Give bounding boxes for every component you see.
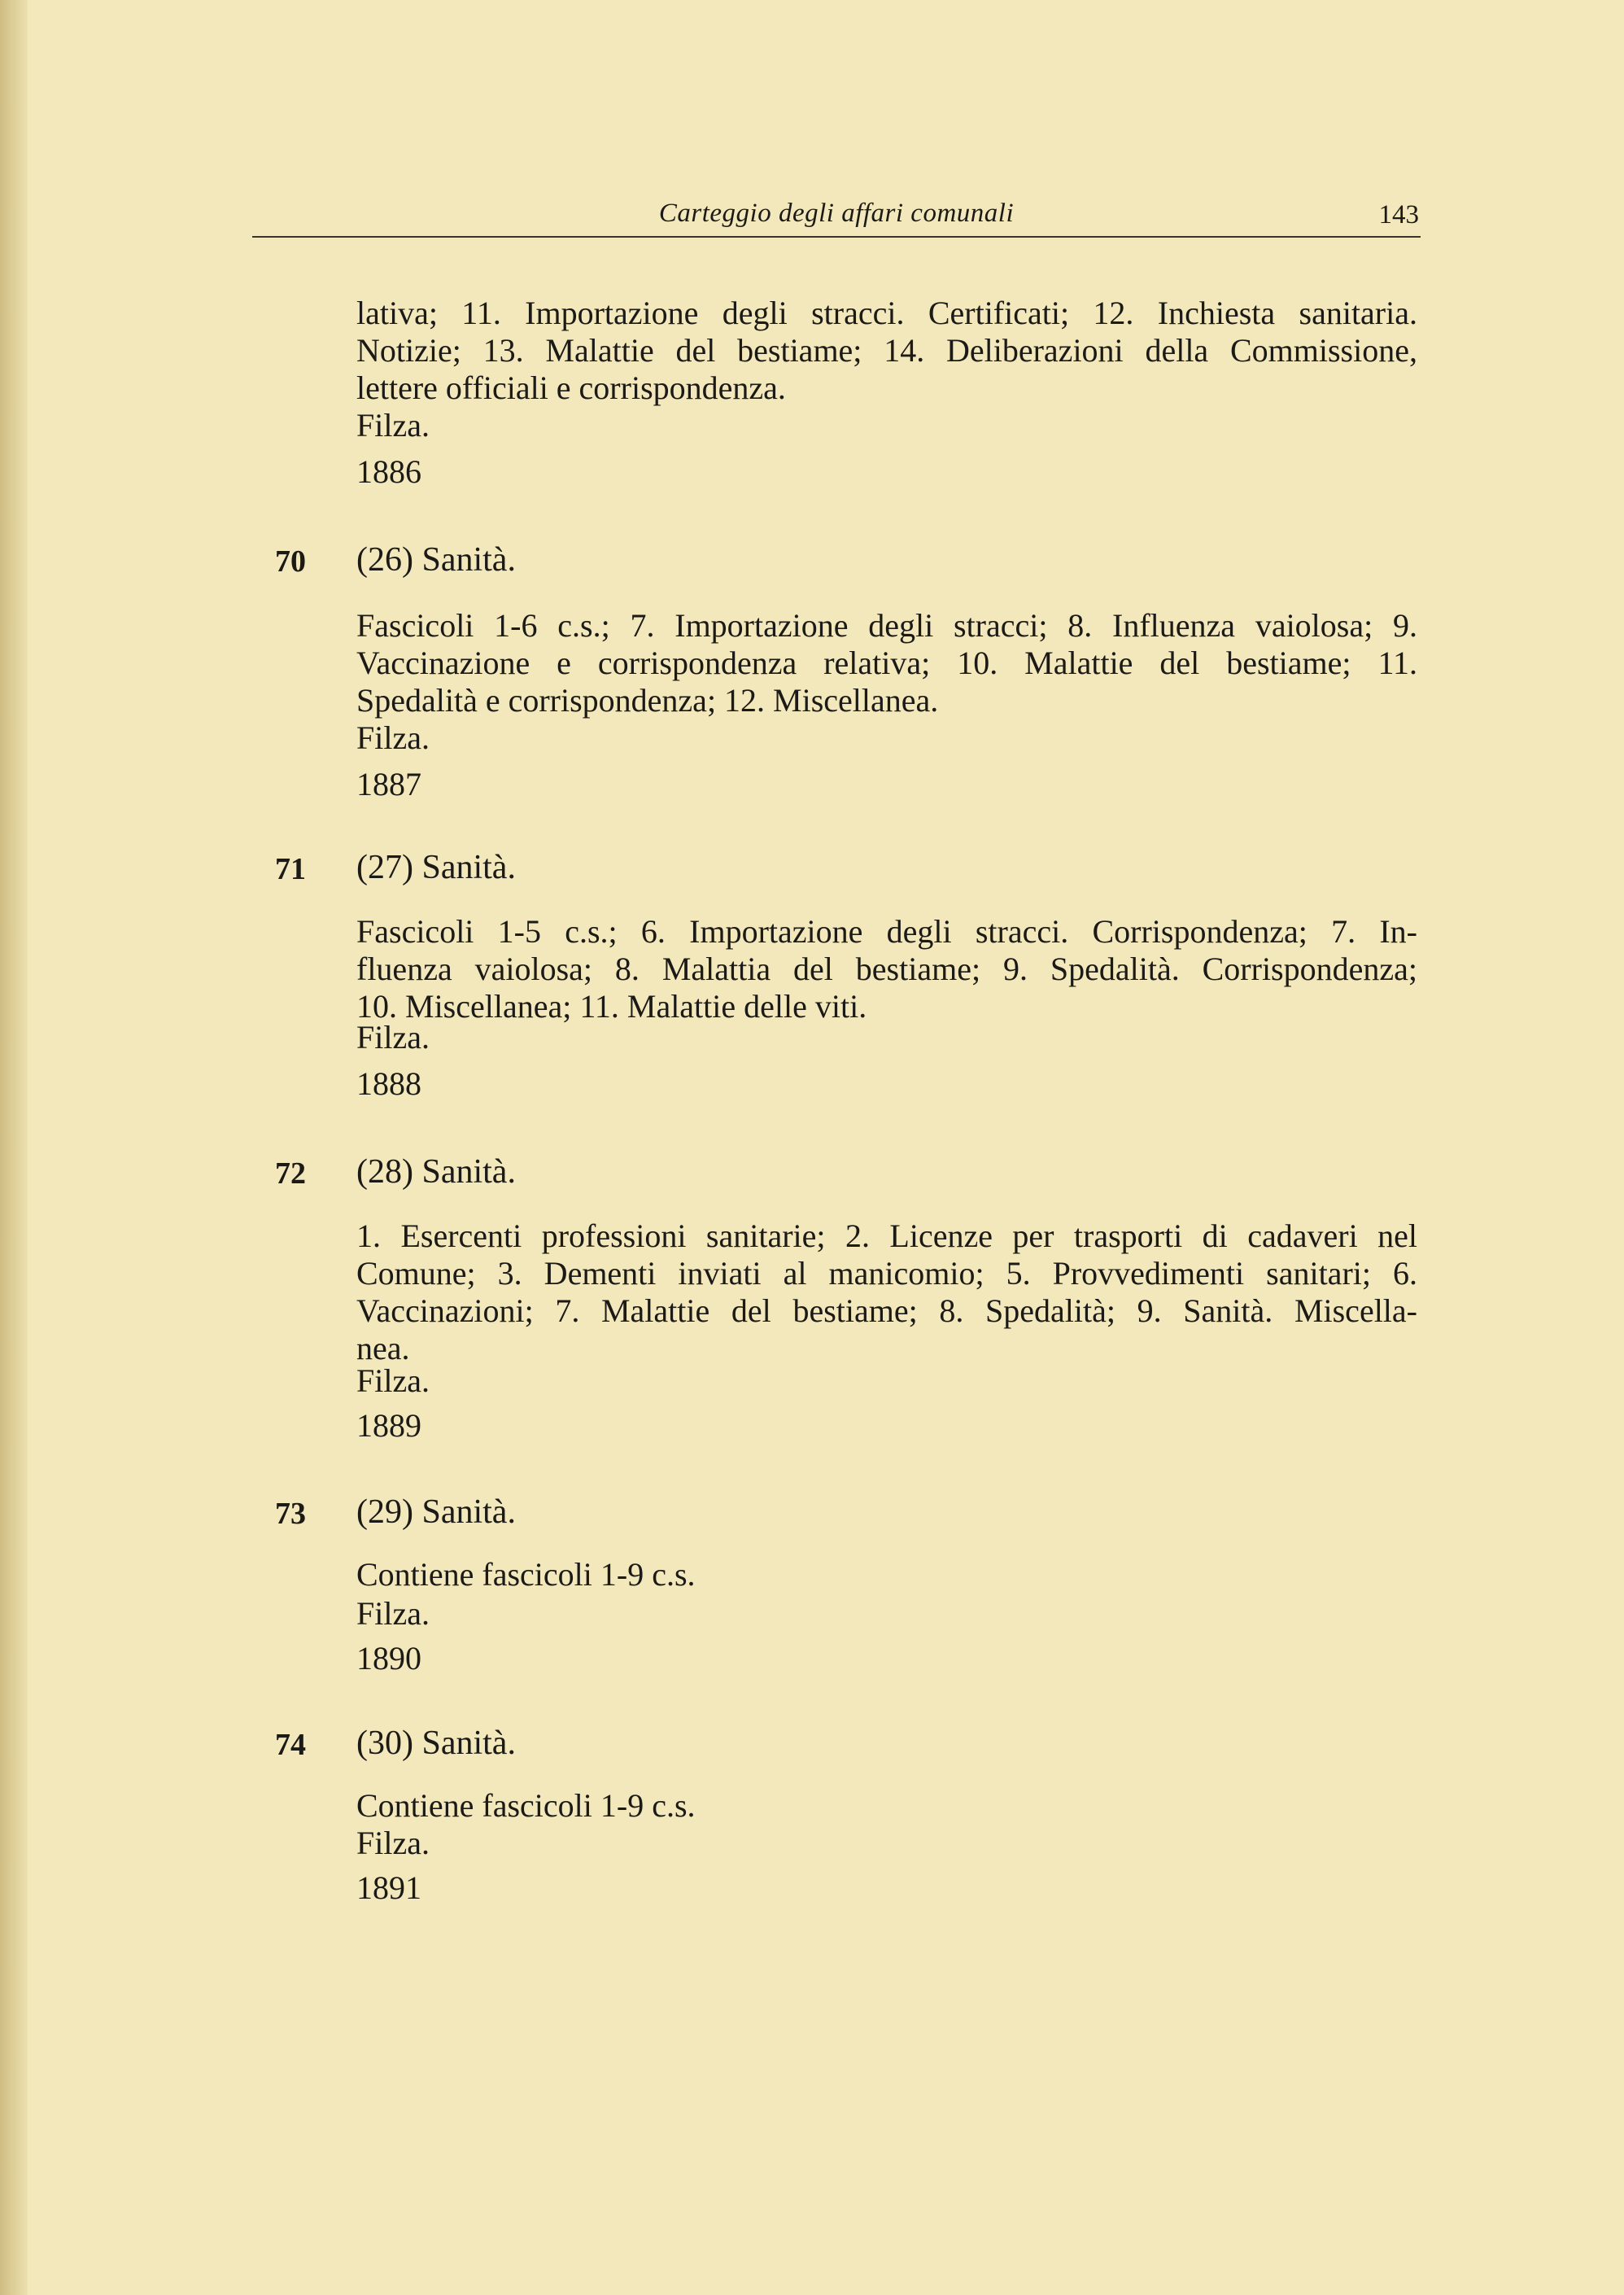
entry-heading: (26) Sanità. — [356, 541, 516, 579]
continuation-description — [356, 295, 1417, 407]
description-line: Fascicoli 1-5 c.s.; 6. Importazione degli stracci. Corrispondenza; 7. In- — [356, 913, 1417, 950]
entry-number: 73 — [275, 1497, 306, 1531]
entry-heading: (27) Sanità. — [356, 849, 516, 886]
entry-number: 71 — [275, 852, 306, 886]
description-line: 10. Miscellanea; 11. Malattie delle viti. — [356, 988, 867, 1025]
entry-type: Filza. — [356, 1019, 430, 1056]
entry-number: 72 — [275, 1156, 306, 1191]
description-line: Vaccinazioni; 7. Malattie del bestiame; 8. Spedalità; 9. Sanità. Miscella- — [356, 1292, 1417, 1329]
entry-heading: (28) Sanità. — [356, 1153, 516, 1191]
description-line: Notizie; 13. Malattie del bestiame; 14. Deliberazioni della Commissione, — [356, 332, 1417, 369]
entry-year: 1888 — [356, 1065, 421, 1102]
entry-description — [356, 1787, 1417, 1825]
continuation-type: Filza. — [356, 407, 430, 444]
description-line: Vaccinazione e corrispondenza relativa; 10. Malattie del bestiame; 11. — [356, 645, 1417, 681]
entry-year: 1891 — [356, 1869, 421, 1906]
description-line: Contiene fascicoli 1-9 c.s. — [356, 1556, 696, 1593]
description-line: Spedalità e corrispondenza; 12. Miscellanea. — [356, 682, 939, 719]
description-line: nea. — [356, 1330, 410, 1366]
entry-description — [356, 1217, 1417, 1367]
description-line: Contiene fascicoli 1-9 c.s. — [356, 1787, 696, 1824]
entry-description — [356, 913, 1417, 1025]
entry-number: 74 — [275, 1728, 306, 1762]
entry-type: Filza. — [356, 1362, 430, 1399]
entry-year: 1887 — [356, 766, 421, 802]
entry-description — [356, 607, 1417, 719]
description-line: Comune; 3. Dementi inviati al manicomio; 5. Provvedimenti sanitari; 6. — [356, 1255, 1417, 1292]
description-line: Fascicoli 1-6 c.s.; 7. Importazione degli stracci; 8. Influenza vaiolosa; 9. — [356, 607, 1417, 644]
entry-heading: (29) Sanità. — [356, 1493, 516, 1531]
description-line: fluenza vaiolosa; 8. Malattia del bestiame; 9. Spedalità. Corrispondenza; — [356, 951, 1417, 987]
description-line: lativa; 11. Importazione degli stracci. Certificati; 12. Inchiesta sanitaria. — [356, 295, 1417, 331]
running-title: Carteggio degli affari comunali — [658, 199, 1015, 228]
continuation-year: 1886 — [356, 453, 421, 490]
page-number: 143 — [1378, 200, 1419, 230]
entry-year: 1889 — [356, 1407, 421, 1444]
entry-number: 70 — [275, 544, 306, 579]
entry-description — [356, 1556, 1417, 1593]
entry-type: Filza. — [356, 1825, 430, 1861]
entry-year: 1890 — [356, 1640, 421, 1676]
description-line: 1. Esercenti professioni sanitarie; 2. Licenze per trasporti di cadaveri nel — [356, 1217, 1417, 1254]
entry-heading: (30) Sanità. — [356, 1725, 516, 1762]
entry-type: Filza. — [356, 719, 430, 756]
entry-type: Filza. — [356, 1595, 430, 1632]
description-line: lettere officiali e corrispondenza. — [356, 369, 786, 406]
running-head — [252, 195, 1421, 238]
